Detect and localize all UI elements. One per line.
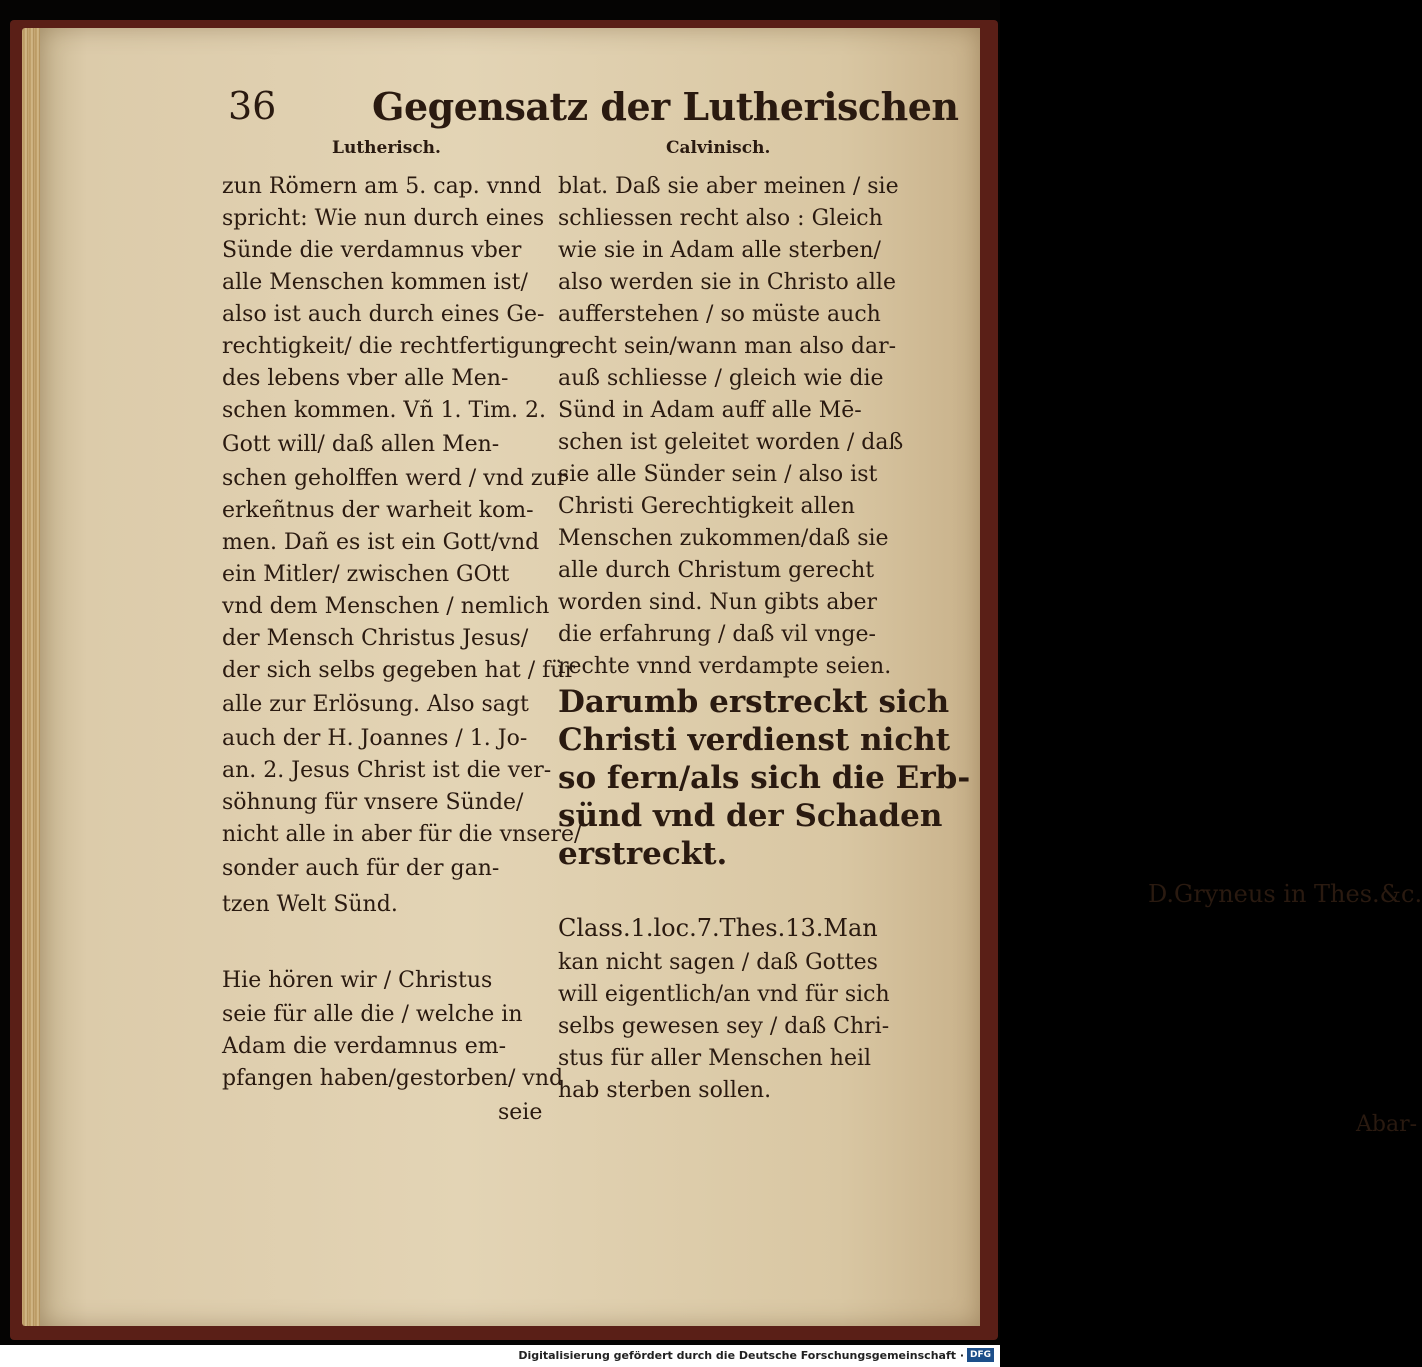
emphasis-line: Darumb erstreckt sich	[558, 684, 950, 720]
left-column-heading: Lutherisch.	[332, 138, 441, 158]
text-line: alle Menschen kommen ist/	[222, 270, 528, 295]
text-line: nicht alle in aber für die vnsere/	[222, 822, 582, 847]
text-line: D.Gryneus in Thes.&c.	[1148, 880, 1422, 908]
page-number: 36	[228, 84, 277, 128]
right-column-heading: Calvinisch.	[666, 138, 771, 158]
text-line: vnd dem Menschen / nemlich	[222, 594, 550, 619]
text-line: alle durch Christum gerecht	[558, 558, 875, 583]
text-line: des lebens vber alle Men-	[222, 366, 509, 391]
text-line: sonder auch für der gan-	[222, 856, 500, 881]
text-line: der sich selbs gegeben hat / für	[222, 658, 575, 683]
text-line: schen ist geleitet worden / daß	[558, 430, 904, 455]
text-line: alle zur Erlösung. Also sagt	[222, 692, 529, 717]
text-line: söhnung für vnsere Sünde/	[222, 790, 524, 815]
text-line: Menschen zukommen/daß sie	[558, 526, 889, 551]
text-line: rechtigkeit/ die rechtfertigung	[222, 334, 563, 359]
text-line: der Mensch Christus Jesus/	[222, 626, 529, 651]
text-line: Sünd in Adam auff alle Mē-	[558, 398, 862, 423]
text-line: selbs gewesen sey / daß Chri-	[558, 1014, 890, 1039]
text-line: ein Mitler/ zwischen GOtt	[222, 562, 510, 587]
text-line: recht sein/wann man also dar-	[558, 334, 897, 359]
text-line: Adam die verdamnus em-	[222, 1034, 507, 1059]
text-line: will eigentlich/an vnd für sich	[558, 982, 890, 1007]
dfg-logo: DFG	[967, 1348, 994, 1362]
text-line: also werden sie in Christo alle	[558, 270, 896, 295]
text-line: seie für alle die / welche in	[222, 1002, 523, 1027]
emphasis-line: erstreckt.	[558, 836, 728, 872]
running-title: Gegensatz der Lutherischen	[372, 84, 959, 129]
text-line: Class.1.loc.7.Thes.13.Man	[558, 914, 878, 942]
text-line: Christi Gerechtigkeit allen	[558, 494, 855, 519]
emphasis-line: sünd vnd der Schaden	[558, 798, 943, 834]
text-line: spricht: Wie nun durch eines	[222, 206, 545, 231]
emphasis-line: so fern/als sich die Erb-	[558, 760, 971, 796]
text-line: men. Dañ es ist ein Gott/vnd	[222, 530, 540, 555]
text-line: Hie hören wir / Christus	[222, 968, 493, 993]
text-line: Sünde die verdamnus vber	[222, 238, 522, 263]
text-line: seie	[498, 1100, 543, 1125]
text-line: hab sterben sollen.	[558, 1078, 772, 1103]
text-line: zun Römern am 5. cap. vnnd	[222, 174, 542, 199]
text-line: worden sind. Nun gibts aber	[558, 590, 878, 615]
emphasis-line: Christi verdienst nicht	[558, 722, 951, 758]
text-line: sie alle Sünder sein / also ist	[558, 462, 878, 487]
catchword: Abar-	[1356, 1112, 1418, 1137]
text-line: auß schliesse / gleich wie die	[558, 366, 884, 391]
text-line: stus für aller Menschen heil	[558, 1046, 872, 1071]
digitization-credit: Digitalisierung gefördert durch die Deutsche Forschungsgemeinschaft ·	[518, 1349, 964, 1362]
text-line: schen geholffen werd / vnd zur	[222, 466, 568, 491]
text-line: schen kommen. Vñ 1. Tim. 2.	[222, 398, 547, 423]
text-line: kan nicht sagen / daß Gottes	[558, 950, 878, 975]
text-line: erkeñtnus der warheit kom-	[222, 498, 534, 523]
text-line: auch der H. Joannes / 1. Jo-	[222, 726, 528, 751]
text-line: pfangen haben/gestorben/ vnd	[222, 1066, 564, 1091]
text-line: rechte vnnd verdampte seien.	[558, 654, 892, 679]
text-line: schliessen recht also : Gleich	[558, 206, 883, 231]
text-line: Gott will/ daß allen Men-	[222, 432, 500, 457]
text-line: wie sie in Adam alle sterben/	[558, 238, 881, 263]
text-line: also ist auch durch eines Ge-	[222, 302, 545, 327]
text-line: an. 2. Jesus Christ ist die ver-	[222, 758, 552, 783]
text-line: blat. Daß sie aber meinen / sie	[558, 174, 899, 199]
text-line: aufferstehen / so müste auch	[558, 302, 881, 327]
text-line: die erfahrung / daß vil vnge-	[558, 622, 876, 647]
text-line: tzen Welt Sünd.	[222, 892, 398, 917]
